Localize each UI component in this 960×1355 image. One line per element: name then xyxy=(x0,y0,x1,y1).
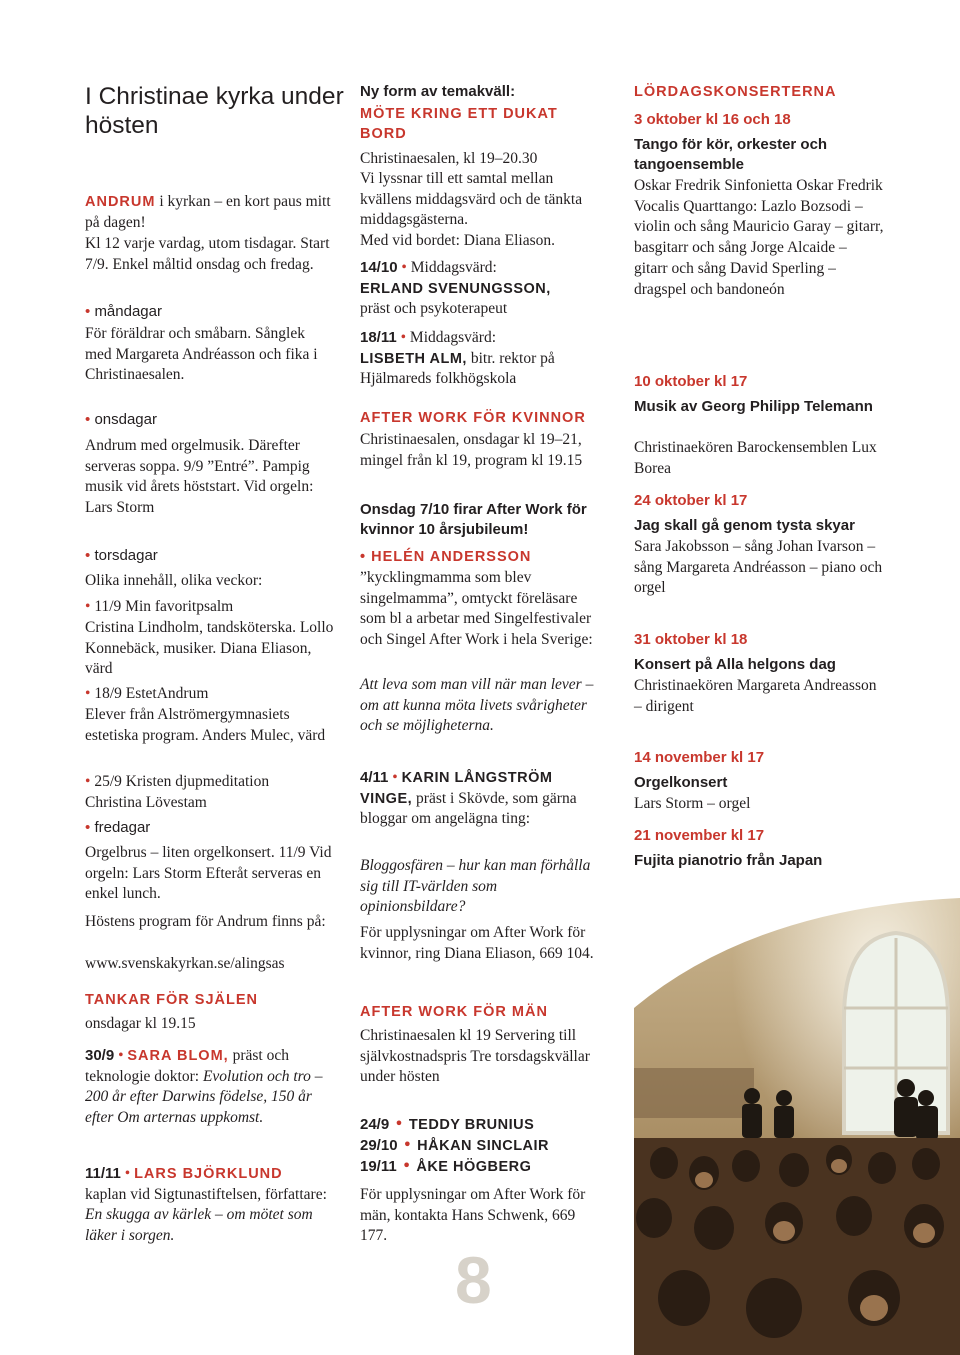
konsert-4-text: Christinaekören Margareta Andreasson – dirigent xyxy=(634,677,877,715)
wednesday-text: Andrum med orgelmusik. Därefter serveras soppa. 9/9 ”Entré”. Pampig musik vid årets höststart. Vid orgeln: Lars Storm xyxy=(85,437,314,517)
awm-event-1: 24/9 • TEDDY BRUNIUS xyxy=(360,1114,535,1133)
konsert-4-date: 31 oktober kl 18 xyxy=(634,631,748,648)
tankar-heading: TANKAR FÖR SJÄLEN xyxy=(85,992,259,1008)
konsert-5-text: Lars Storm – orgel xyxy=(634,795,751,812)
page-title: I Christinae kyrka under hösten xyxy=(85,83,344,139)
konsert-2-title: Musik av Georg Philipp Telemann xyxy=(634,398,873,415)
friday-text: Orgelbrus – liten orgelkonsert. 11/9 Vid orgeln: Lars Storm Efteråt serveras en enkel lunch. xyxy=(85,844,332,903)
konsert-3-text: Sara Jakobsson – sång Johan Ivarson – sång Margareta Andréasson – piano och orgel xyxy=(634,538,883,597)
andrum-intro-text: i kyrkan – en kort paus mitt på dagen! xyxy=(85,193,331,231)
awk-contact: För upplysningar om After Work för kvinnor, ring Diana Eliason, 669 104. xyxy=(360,924,594,962)
church-concert-photo xyxy=(634,898,960,1355)
mote-heading: MÖTE KRING ETT DUKAT BORD xyxy=(360,106,558,142)
helen-title: Att leva som man vill när man lever – om att kunna möta livets svårigheter och se möjligheterna. xyxy=(360,676,594,735)
thursday-item-3-date: • 25/9 Kristen djupmeditation xyxy=(85,773,270,790)
andrum-intro xyxy=(85,192,335,233)
konsert-2-date: 10 oktober kl 17 xyxy=(634,373,748,390)
program-text: Höstens program för Andrum finns på: xyxy=(85,913,326,930)
konsert-2-text: Christinaekören Barockensemblen Lux Borea xyxy=(634,439,877,477)
awm-event-2: 29/10 • HÅKAN SINCLAIR xyxy=(360,1135,550,1154)
monday-label: • måndagar xyxy=(85,303,162,320)
helen-name: • HELÉN ANDERSSON xyxy=(360,549,532,565)
helen-text: ”kycklingmamma som blev singelmamma”, omtyckt föreläsare som bl a arbetar med Singelfestivaler och Singel After Work i hela Sverige: xyxy=(360,569,593,649)
konsert-3-title: Jag skall gå genom tysta skyar xyxy=(634,517,855,534)
friday-label: • fredagar xyxy=(85,819,151,836)
konsert-6-date: 21 november kl 17 xyxy=(634,827,765,844)
konsert-1-text: Oskar Fredrik Sinfonietta Oskar Fredrik Vocalis Quarttango: Lazlo Bozsodi – violin och sång Mauricio Garay – gitarr, basgitarr och sång Jorge Alcaide – gitarr och sång David Sperling – dragspel och bandoneón xyxy=(634,177,884,298)
program-url[interactable]: www.svenskakyrkan.se/alingsas xyxy=(85,955,285,972)
mote-text: Vi lyssnar till ett samtal mellan kvällens middagsvärd och de tänkta middagsgästerna. xyxy=(360,170,583,229)
mote-host: Med vid bordet: Diana Eliason. xyxy=(360,232,555,249)
thursday-item-3-text: Christina Lövestam xyxy=(85,794,207,811)
awm-event-3: 19/11 • ÅKE HÖGBERG xyxy=(360,1156,532,1175)
awm-contact: För upplysningar om After Work för män, kontakta Hans Schwenk, 669 177. xyxy=(360,1186,586,1245)
thursday-label: • torsdagar xyxy=(85,547,158,564)
konsert-4-title: Konsert på Alla helgons dag xyxy=(634,656,836,673)
konsert-heading: LÖRDAGSKONSERTERNA xyxy=(634,84,837,100)
konsert-1-date: 3 oktober kl 16 och 18 xyxy=(634,111,791,128)
konsert-5-title: Orgelkonsert xyxy=(634,774,728,791)
ny-form-label: Ny form av temakväll: xyxy=(360,83,516,100)
mote-place: Christinaesalen, kl 19–20.30 xyxy=(360,150,538,167)
andrum-heading: ANDRUM xyxy=(85,194,156,210)
page-number: 8 xyxy=(455,1243,492,1317)
karin-event: 4/11 • KARIN LÅNGSTRÖM VINGE, präst i Skövde, som gärna bloggar om angelägna ting: xyxy=(360,769,577,828)
tankar-time: onsdagar kl 19.15 xyxy=(85,1015,196,1032)
wednesday-label: • onsdagar xyxy=(85,411,157,428)
konsert-1-title: Tango för kör, orkester och tangoensemble xyxy=(634,136,828,173)
thursday-text: Olika innehåll, olika veckor: xyxy=(85,572,263,589)
konsert-6-title: Fujita pianotrio från Japan xyxy=(634,852,823,869)
middag-1: 14/10 • Middagsvärd: ERLAND SVENUNGSSON, präst och psykoterapeut xyxy=(360,259,551,318)
thursday-item-1-text: Cristina Lindholm, tandsköterska. Lollo Konnebäck, musiker. Diana Eliason, värd xyxy=(85,619,334,678)
thursday-item-1-date: • 11/9 Min favoritpsalm xyxy=(85,598,234,615)
konsert-3-date: 24 oktober kl 17 xyxy=(634,492,748,509)
awm-text: Christinaesalen kl 19 Servering till självkostnadspris Tre torsdagskvällar under hösten xyxy=(360,1027,590,1086)
konsert-5-date: 14 november kl 17 xyxy=(634,749,765,766)
middag-2: 18/11 • Middagsvärd: LISBETH ALM, bitr. rektor på Hjälmareds folkhögskola xyxy=(360,329,555,388)
thursday-item-2-text: Elever från Alströmergymnasiets estetiska program. Anders Mulec, värd xyxy=(85,706,326,744)
awk-text: Christinaesalen, onsdagar kl 19–21, mingel från kl 19, program kl 19.15 xyxy=(360,431,583,469)
awm-heading: AFTER WORK FÖR MÄN xyxy=(360,1004,548,1020)
tankar-event-2: 11/11 • LARS BJÖRKLUND kaplan vid Sigtunastiftelsen, författare: En skugga av kärlek – om mötet som läker i sorgen. xyxy=(85,1165,327,1245)
awk-jubilee: Onsdag 7/10 firar After Work för kvinnor 10 årsjubileum! xyxy=(360,501,587,538)
andrum-time: Kl 12 varje vardag, utom tisdagar. Start 7/9. Enkel måltid onsdag och fredag. xyxy=(85,235,330,273)
awk-heading: AFTER WORK FÖR KVINNOR xyxy=(360,410,586,426)
thursday-item-2-date: • 18/9 EstetAndrum xyxy=(85,685,209,702)
monday-text: För föräldrar och småbarn. Sånglek med Margareta Andréasson och fika i Christinaesalen. xyxy=(85,325,318,384)
karin-title: Bloggosfären – hur kan man förhålla sig till IT-världen som opinionsbildare? xyxy=(360,857,591,916)
tankar-event-1: 30/9 • SARA BLOM, präst och teknologie doktor: Evolution och tro – 200 år efter Darwins födelse, 150 år efter Om arternas uppkomst. xyxy=(85,1047,323,1127)
